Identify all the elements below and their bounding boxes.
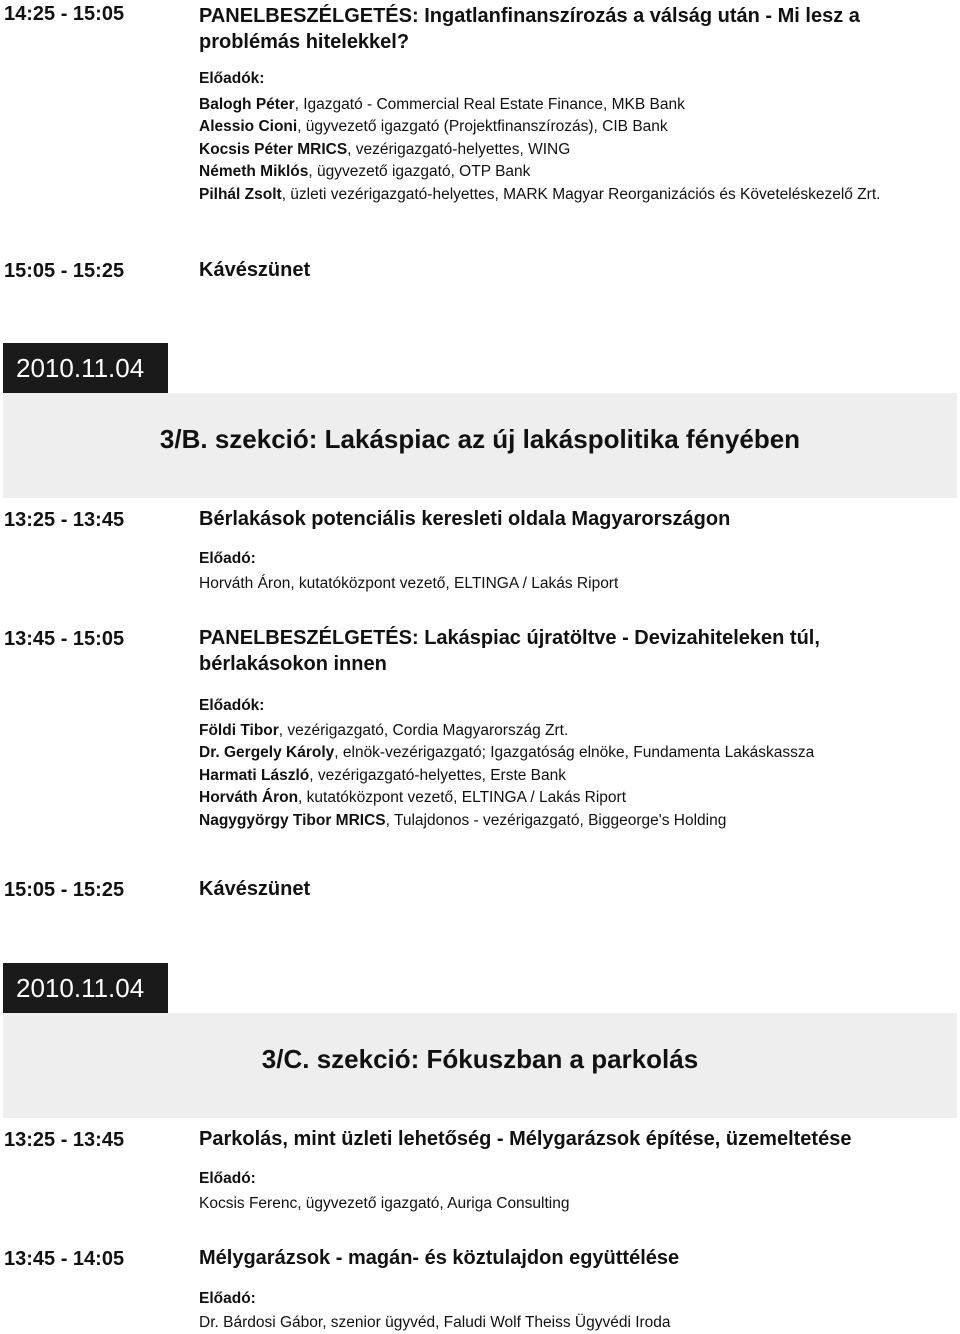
break-time: 15:05 - 15:25 xyxy=(4,260,125,282)
speaker-name: Kocsis Péter MRICS xyxy=(199,140,348,158)
speaker-list xyxy=(199,720,814,832)
session-title: PANELBESZÉLGETÉS: Lakáspiac újratöltve - Devizahiteleken túl, bérlakásokon innen xyxy=(199,627,820,675)
speaker-name: Németh Miklós xyxy=(199,163,309,181)
session-title: Bérlakások potenciális keresleti oldala Magyarországon xyxy=(199,508,731,530)
session-time: 14:25 - 15:05 xyxy=(4,3,125,25)
speaker-line xyxy=(199,116,880,138)
speaker-role: , üzleti vezérigazgató-helyettes, MARK Magyar Reorganizációs és Követeléskezelő Zrt. xyxy=(281,185,881,203)
speaker-name: Alessio Cioni xyxy=(199,118,298,136)
speaker-role: , vezérigazgató, Cordia Magyarország Zrt. xyxy=(278,722,569,739)
speaker-role: Dr. Bárdosi Gábor, szenior ügyvéd, Faludi Wolf Theiss Ügyvédi Iroda xyxy=(199,1314,671,1331)
speaker-list xyxy=(199,1193,570,1215)
section-header: 3/C. szekció: Fókuszban a parkolás xyxy=(3,1013,957,1118)
speaker-role: , Tulajdonos - vezérigazgató, Biggeorge's Holding xyxy=(385,811,727,829)
speaker-line xyxy=(199,573,618,595)
speaker-line xyxy=(199,810,814,832)
session-time: 13:45 - 15:05 xyxy=(4,628,125,650)
speaker-name: Balogh Péter xyxy=(199,96,295,113)
break-title: Kávészünet xyxy=(199,259,311,281)
speaker-line xyxy=(199,720,814,742)
session-title: PANELBESZÉLGETÉS: Ingatlanfinanszírozás a válság után - Mi lesz a problémás hitelekkel? xyxy=(199,5,860,53)
speaker-line xyxy=(199,787,814,809)
speaker-role: , ügyvezető igazgató, OTP Bank xyxy=(308,163,531,181)
speaker-role: Kocsis Ferenc, ügyvezető igazgató, Auriga Consulting xyxy=(199,1195,570,1212)
session-time: 13:45 - 14:05 xyxy=(4,1248,125,1270)
speaker-name: Nagygyörgy Tibor MRICS xyxy=(199,811,386,829)
speaker-role: , vezérigazgató-helyettes, Erste Bank xyxy=(309,766,567,784)
speaker-list xyxy=(199,1312,671,1334)
speaker-name: Dr. Gergely Károly xyxy=(199,744,335,762)
speakers-label: Előadók: xyxy=(199,70,265,87)
speaker-line xyxy=(199,161,880,183)
speaker-role: , elnök-vezérigazgató; Igazgatóság elnöke, Fundamenta Lakáskassza xyxy=(334,744,815,762)
break-title: Kávészünet xyxy=(199,878,311,900)
speaker-name: Harmati László xyxy=(199,766,310,784)
speaker-line xyxy=(199,139,880,161)
session-title: Mélygarázsok - magán- és köztulajdon együttélése xyxy=(199,1247,680,1269)
session-time: 13:25 - 13:45 xyxy=(4,1129,125,1151)
speaker-label: Előadó: xyxy=(199,550,256,567)
speaker-role: , vezérigazgató-helyettes, WING xyxy=(347,140,571,158)
speaker-line xyxy=(199,742,814,764)
date-badge: 2010.11.04 xyxy=(3,343,168,393)
speaker-list xyxy=(199,94,880,206)
speaker-name: Pilhál Zsolt xyxy=(199,185,282,203)
speaker-list xyxy=(199,573,618,595)
speaker-label: Előadó: xyxy=(199,1290,256,1307)
speaker-line xyxy=(199,94,880,116)
session-title: Parkolás, mint üzleti lehetőség - Mélygarázsok építése, üzemeltetése xyxy=(199,1128,852,1150)
speaker-name: Földi Tibor xyxy=(199,722,279,739)
break-time: 15:05 - 15:25 xyxy=(4,879,125,901)
section-header: 3/B. szekció: Lakáspiac az új lakáspolitika fényében xyxy=(3,393,957,498)
date-badge: 2010.11.04 xyxy=(3,963,168,1013)
speaker-role: , Igazgató - Commercial Real Estate Finance, MKB Bank xyxy=(294,96,685,113)
speakers-label: Előadók: xyxy=(199,697,265,714)
speaker-line xyxy=(199,1312,671,1334)
speaker-name: Horváth Áron xyxy=(199,789,299,807)
speaker-role: , ügyvezető igazgató (Projektfinanszírozás), CIB Bank xyxy=(297,118,668,136)
speaker-role: Horváth Áron, kutatóközpont vezető, ELTINGA / Lakás Riport xyxy=(199,575,619,592)
speaker-line xyxy=(199,1193,570,1215)
session-time: 13:25 - 13:45 xyxy=(4,509,125,531)
speaker-label: Előadó: xyxy=(199,1170,256,1187)
speaker-role: , kutatóközpont vezető, ELTINGA / Lakás Riport xyxy=(298,789,627,807)
speaker-line xyxy=(199,184,880,206)
speaker-line xyxy=(199,765,814,787)
